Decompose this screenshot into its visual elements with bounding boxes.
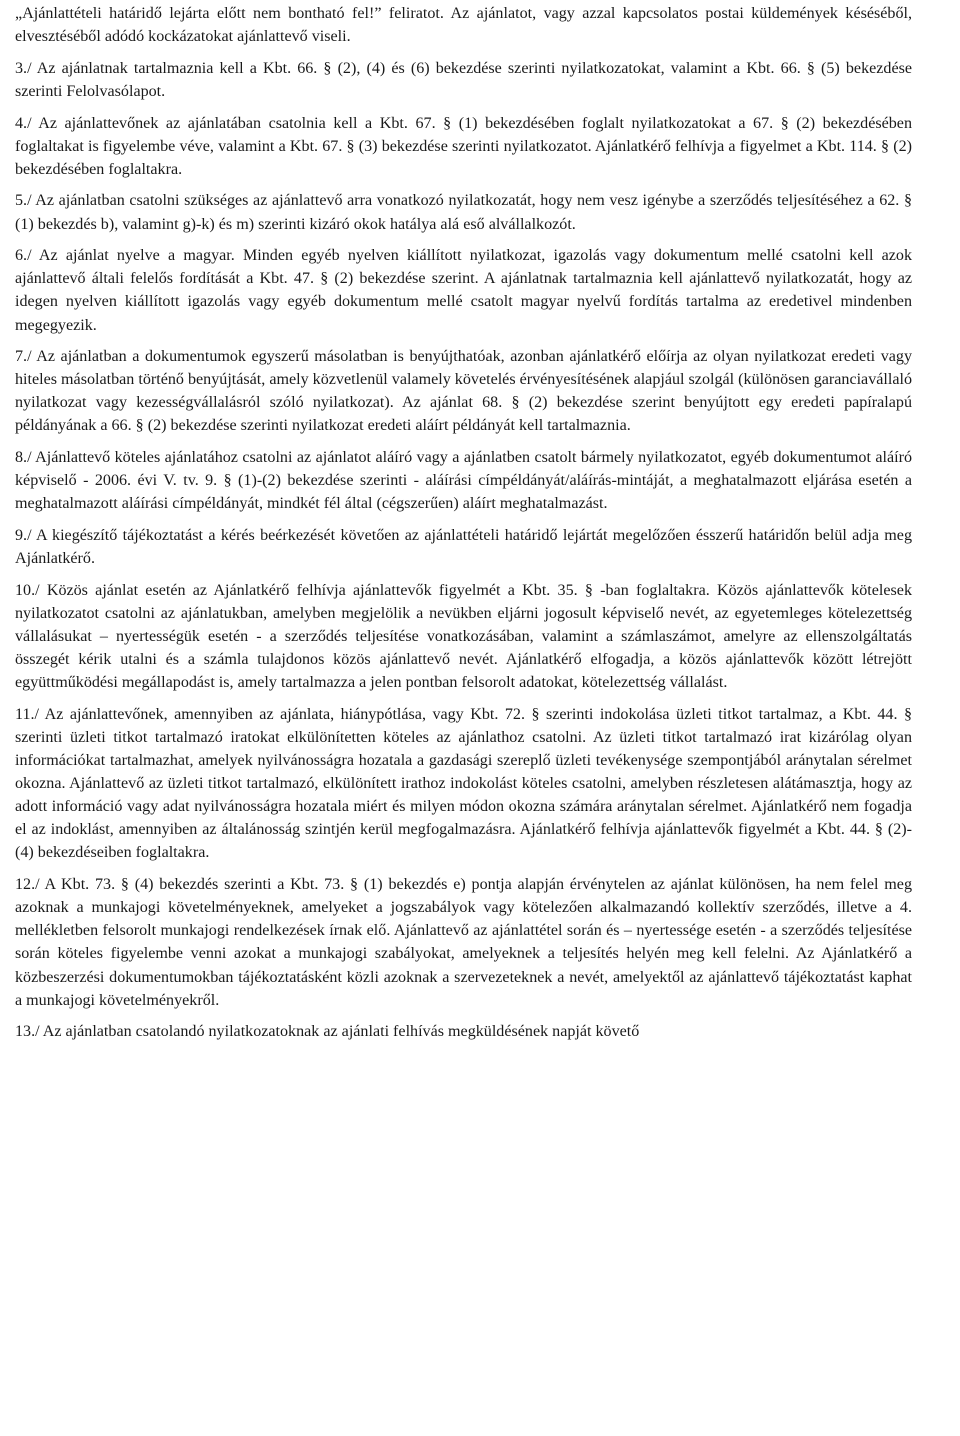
- paragraph-12-labour-law: 12./ A Kbt. 73. § (4) bekezdés szerinti a Kbt. 73. § (1) bekezdés e) pontja alapján érvénytelen az ajánlat különösen, ha nem felel meg azoknak a munkajogi követelményeknek, amelyeket a jogszabályok vagy kötelezően alkalmazandó kollektív szerződés, illetve a 4. mellékletben felsorolt munkajogi rendelkezések írnak elő. Ajánlattevő az ajánlattétel során és – nyertessége esetén - a szerződés teljesítése során köteles figyelembe venni azokat a munkajogi szabályokat, amelyeknek a teljesítés helyén meg kell felelni. Az Ajánlatkérő a közbeszerzési dokumentumokban tájékoztatásként közli azoknak a szervezeteknek a nevét, amelyektől az ajánlattevő tájékoztatást kaphat a munkajogi követelményekről.: [15, 876, 912, 1009]
- paragraph-10-joint-tender: 10./ Közös ajánlat esetén az Ajánlatkérő felhívja ajánlattevők figyelmét a Kbt. 35. § -ban foglaltakra. Közös ajánlattevők kötelesek nyilatkozatot csatolni az ajánlatukban, amelyben megjelölik a nevükben eljárni jogosult képviselő nevét, az egyetemleges kötelezettség vállalásukat – nyertességük esetén - a szerződés teljesítése vonatkozásában, valamint a számlaszámot, amelyre az ellenszolgáltatás összegét kérik utalni és a számla tulajdonos közös ajánlattevő nevét. Ajánlatkérő elfogadja, a közös ajánlattevők között létrejött együttműködési megállapodást is, amely tartalmazza a jelen pontban felsorolt adatokat, kötelezettség vállalást.: [15, 581, 912, 692]
- paragraph-intro: „Ajánlattételi határidő lejárta előtt nem bontható fel!” feliratot. Az ajánlatot, vagy azzal kapcsolatos postai küldemények késéséből, elvesztéséből adódó kockázatokat ajánlattevő viseli.: [15, 5, 912, 46]
- paragraph-7-copies: 7./ Az ajánlatban a dokumentumok egyszerű másolatban is benyújthatóak, azonban ajánlatkérő előírja az olyan nyilatkozat eredeti vagy hiteles másolatban történő benyújtását, amely közvetlenül valamely követelés érvényesítésének alapjául szolgál (különösen garanciavállaló nyilatkozat vagy kezességvállalásról szóló nyilatkozat). Az ajánlat 68. § (2) bekezdése szerint benyújtott egy eredeti papíralapú példányának a 66. § (2) bekezdése szerinti nyilatkozat eredeti aláírt példányát kell tartalmaznia.: [15, 348, 912, 435]
- paragraph-3-declarations: 3./ Az ajánlatnak tartalmaznia kell a Kbt. 66. § (2), (4) és (6) bekezdése szerinti nyilatkozatokat, valamint a Kbt. 66. § (5) bekezdése szerinti Felolvasólapot.: [15, 59, 912, 100]
- paragraph-5-subcontractor: 5./ Az ajánlatban csatolni szükséges az ajánlattevő arra vonatkozó nyilatkozatát, hogy nem vesz igénybe a szerződés teljesítéséhez a 62. § (1) bekezdés b), valamint g)-k) és m) szerinti kizáró okok hatálya alá eső alvállalkozót.: [15, 192, 912, 233]
- paragraph-13-statements: 13./ Az ajánlatban csatolandó nyilatkozatoknak az ajánlati felhívás megküldésének napját követő: [15, 1023, 640, 1041]
- paragraph-9-information: 9./ A kiegészítő tájékoztatást a kérés beérkezését követően az ajánlattételi határidő lejártát megelőzően ésszerű határidőn belül adja meg Ajánlatkérő.: [15, 527, 912, 568]
- paragraph-11-trade-secret: 11./ Az ajánlattevőnek, amennyiben az ajánlata, hiánypótlása, vagy Kbt. 72. § szerinti indokolása üzleti titkot tartalmaz, a Kbt. 44. § szerinti üzleti titkot tartalmazó iratokat elkülönítetten köteles az ajánlathoz csatolni. Az üzleti titkot tartalmazó irat kizárólag olyan információkat tartalmazhat, amelyek nyilvánosságra hozatala a gazdasági szereplő üzleti tevékenysége szempontjából aránytalan sérelmet okozna. Ajánlattevő az üzleti titkot tartalmazó, elkülönített irathoz indokolást köteles csatolni, amelyben részletesen alátámasztja, hogy az adott információ vagy adat nyilvánosságra hozatala miért és milyen módon okozna számára aránytalan sérelmet. Ajánlatkérő nem fogadja el az indoklást, amennyiben az általánosság szintjén kerül megfogalmazásra. Ajánlatkérő felhívja ajánlattevők figyelmét a Kbt. 44. § (2)-(4) bekezdéseiben foglaltakra.: [15, 705, 912, 862]
- paragraph-4-attachments: 4./ Az ajánlattevőnek az ajánlatában csatolnia kell a Kbt. 67. § (1) bekezdésében foglalt nyilatkozatokat a 67. § (2) bekezdésében foglaltakat is figyelembe véve, valamint a Kbt. 67. § (3) bekezdése szerinti nyilatkozatot. Ajánlatkérő felhívja a figyelmet a Kbt. 114. § (2) bekezdésében foglaltakra.: [15, 114, 912, 178]
- paragraph-6-language: 6./ Az ajánlat nyelve a magyar. Minden egyéb nyelven kiállított nyilatkozat, igazolás vagy dokumentum mellé csatolni kell azok ajánlattevő általi felelős fordítását a Kbt. 47. § (2) bekezdése szerint. A ajánlatnak tartalmaznia kell ajánlattevő nyilatkozatát, hogy az idegen nyelven kiállított igazolás vagy egyéb dokumentum mellé csatolt magyar nyelvű fordítás tartalma az eredetivel mindenben megegyezik.: [15, 247, 912, 334]
- paragraph-8-signature: 8./ Ajánlattevő köteles ajánlatához csatolni az ajánlatot aláíró vagy a ajánlatben csatolt bármely nyilatkozatot, egyéb dokumentumot aláíró képviselő - 2006. évi V. tv. 9. § (1)-(2) bekezdése szerinti - aláírási címpéldányát/aláírás-mintáját, a meghatalmazott eljárása esetén a meghatalmazott aláírási címpéldányát, mindkét fél által (cégszerűen) aláírt meghatalmazást.: [15, 449, 912, 513]
